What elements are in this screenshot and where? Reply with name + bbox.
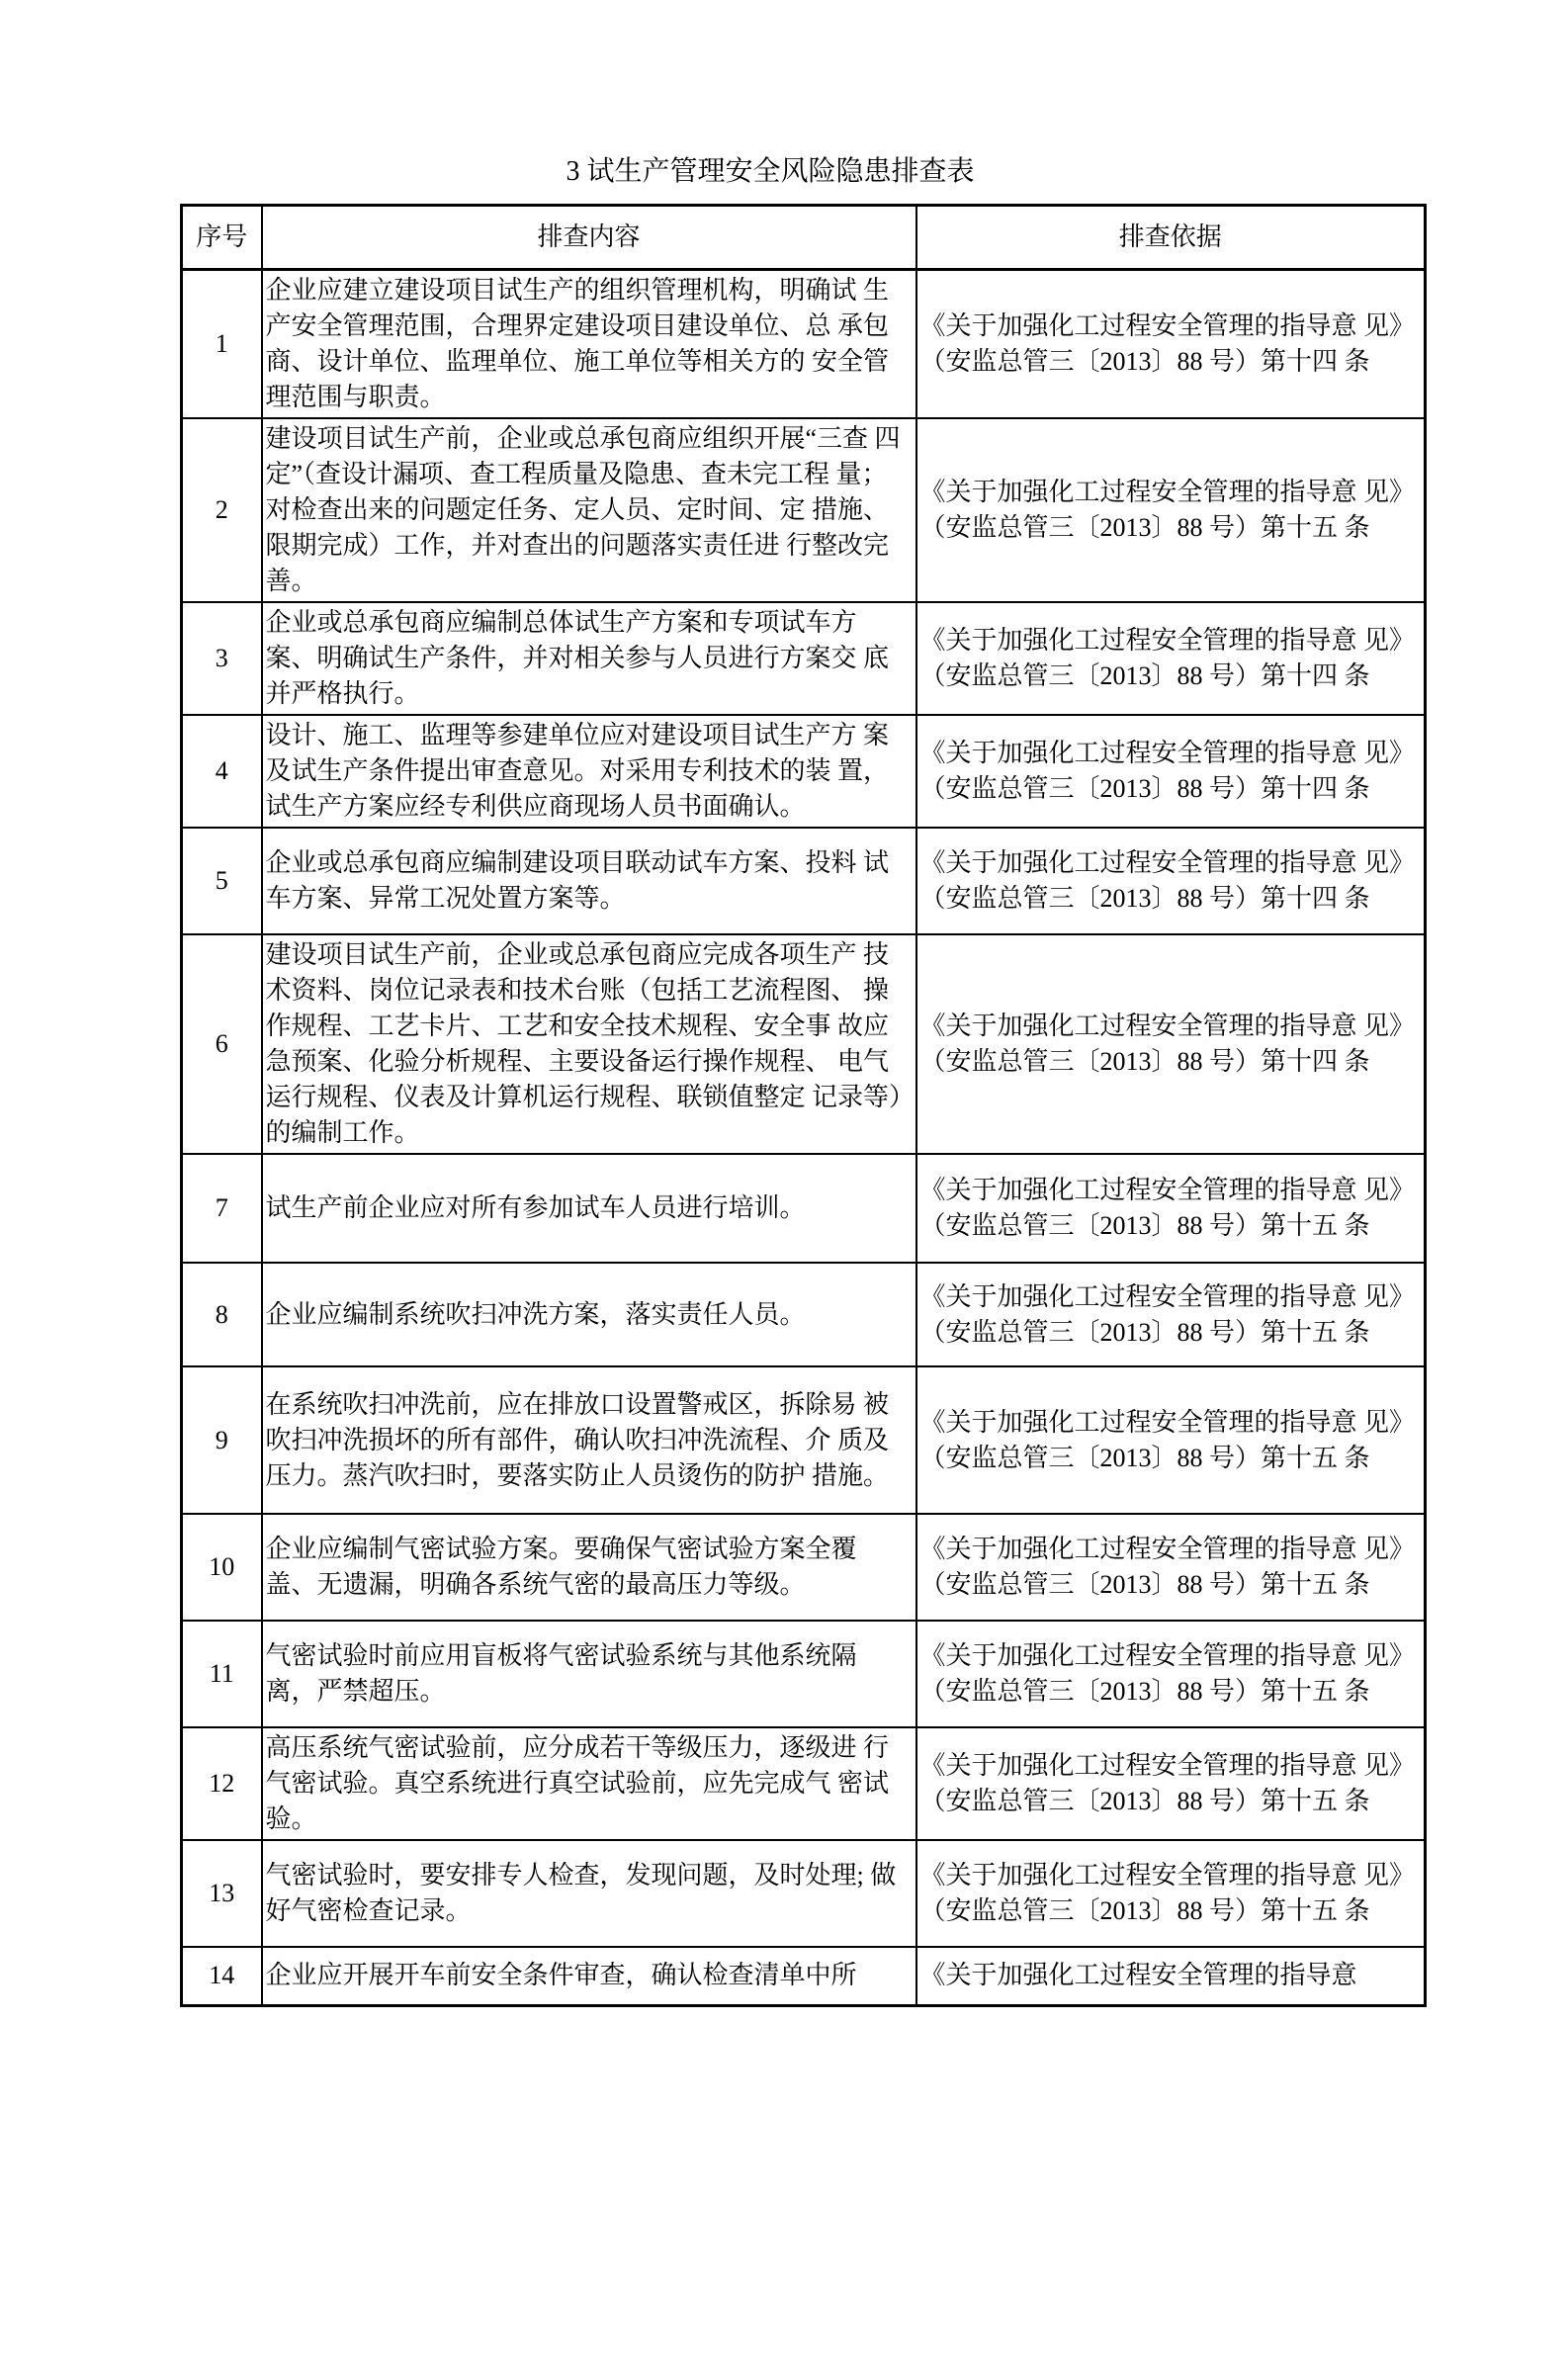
seq-cell: 6: [182, 934, 262, 1154]
content-cell: 企业应编制系统吹扫冲洗方案，落实责任人员。: [262, 1263, 916, 1366]
table-row: [182, 715, 1426, 828]
basis-cell: 《关于加强化工过程安全管理的指导意 见》（安监总管三〔2013〕88 号）第十五 条: [916, 1154, 1426, 1263]
content-cell: 高压系统气密试验前，应分成若干等级压力，逐级进 行气密试验。真空系统进行真空试验前，应先完成气 密试验。: [262, 1727, 916, 1840]
content-cell: 企业应建立建设项目试生产的组织管理机构，明确试 生产安全管理范围，合理界定建设项目建设单位、总 承包商、设计单位、监理单位、施工单位等相关方的 安全管理范围与职责。: [262, 270, 916, 419]
basis-cell: 《关于加强化工过程安全管理的指导意 见》（安监总管三〔2013〕88 号）第十五 条: [916, 1621, 1426, 1727]
table-row: [182, 934, 1426, 1154]
content-cell: 企业或总承包商应编制建设项目联动试车方案、投料 试车方案、异常工况处置方案等。: [262, 828, 916, 934]
content-cell: 企业或总承包商应编制总体试生产方案和专项试车方 案、明确试生产条件，并对相关参与人员进行方案交 底并严格执行。: [262, 602, 916, 715]
basis-cell: 《关于加强化工过程安全管理的指导意 见》（安监总管三〔2013〕88 号）第十四 条: [916, 828, 1426, 934]
seq-cell: 2: [182, 418, 262, 602]
column-header-basis: 排查依据: [916, 206, 1426, 270]
basis-cell: 《关于加强化工过程安全管理的指导意 见》（安监总管三〔2013〕88 号）第十四 条: [916, 715, 1426, 828]
table-row: [182, 1840, 1426, 1947]
seq-cell: 12: [182, 1727, 262, 1840]
content-cell: 建设项目试生产前，企业或总承包商应组织开展“三查 四定”（查设计漏项、查工程质量及隐患、查未完工程 量；对检查出来的问题定任务、定人员、定时间、定 措施、限期完成）工作，并对查出的问题落实责任进 行整改完善。: [262, 418, 916, 602]
header-row: [182, 206, 1426, 270]
seq-cell: 3: [182, 602, 262, 715]
basis-cell: 《关于加强化工过程安全管理的指导意 见》（安监总管三〔2013〕88 号）第十五 条: [916, 418, 1426, 602]
content-cell: 设计、施工、监理等参建单位应对建设项目试生产方 案及试生产条件提出审查意见。对采用专利技术的装 置，试生产方案应经专利供应商现场人员书面确认。: [262, 715, 916, 828]
content-cell: 企业应编制气密试验方案。要确保气密试验方案全覆 盖、无遗漏，明确各系统气密的最高压力等级。: [262, 1514, 916, 1621]
basis-cell: 《关于加强化工过程安全管理的指导意 见》（安监总管三〔2013〕88 号）第十四 条: [916, 934, 1426, 1154]
seq-cell: 4: [182, 715, 262, 828]
basis-cell: 《关于加强化工过程安全管理的指导意 见》（安监总管三〔2013〕88 号）第十四 条: [916, 602, 1426, 715]
table-row: [182, 1621, 1426, 1727]
seq-cell: 13: [182, 1840, 262, 1947]
basis-cell: 《关于加强化工过程安全管理的指导意 见》（安监总管三〔2013〕88 号）第十五 条: [916, 1514, 1426, 1621]
content-cell: 气密试验时，要安排专人检查，发现问题，及时处理; 做好气密检查记录。: [262, 1840, 916, 1947]
basis-cell: 《关于加强化工过程安全管理的指导意: [916, 1947, 1426, 2005]
table-row: [182, 828, 1426, 934]
table-row: [182, 270, 1426, 419]
seq-cell: 10: [182, 1514, 262, 1621]
table-row: [182, 1366, 1426, 1514]
seq-cell: 5: [182, 828, 262, 934]
seq-cell: 8: [182, 1263, 262, 1366]
checklist-table: [180, 204, 1427, 2007]
table-row: [182, 1727, 1426, 1840]
seq-cell: 11: [182, 1621, 262, 1727]
table-row: [182, 602, 1426, 715]
content-cell: 气密试验时前应用盲板将气密试验系统与其他系统隔 离，严禁超压。: [262, 1621, 916, 1727]
table-row: [182, 1154, 1426, 1263]
table-row: [182, 418, 1426, 602]
seq-cell: 9: [182, 1366, 262, 1514]
seq-cell: 7: [182, 1154, 262, 1263]
basis-cell: 《关于加强化工过程安全管理的指导意 见》（安监总管三〔2013〕88 号）第十五 条: [916, 1840, 1426, 1947]
column-header-seq: 序号: [182, 206, 262, 270]
seq-cell: 1: [182, 270, 262, 419]
basis-cell: 《关于加强化工过程安全管理的指导意 见》（安监总管三〔2013〕88 号）第十五 条: [916, 1366, 1426, 1514]
content-cell: 企业应开展开车前安全条件审查，确认检查清单中所: [262, 1947, 916, 2005]
table-row: [182, 1263, 1426, 1366]
page-title: 3 试生产管理安全风险隐患排查表: [566, 156, 975, 187]
column-header-content: 排查内容: [262, 206, 916, 270]
basis-cell: 《关于加强化工过程安全管理的指导意 见》（安监总管三〔2013〕88 号）第十四 条: [916, 270, 1426, 419]
basis-cell: 《关于加强化工过程安全管理的指导意 见》（安监总管三〔2013〕88 号）第十五 条: [916, 1727, 1426, 1840]
table-row: [182, 1947, 1426, 2005]
content-cell: 建设项目试生产前，企业或总承包商应完成各项生产 技术资料、岗位记录表和技术台账（包括工艺流程图、 操作规程、工艺卡片、工艺和安全技术规程、安全事 故应急预案、化验分析规程、主要设备运行操作规程、 电气运行规程、仪表及计算机运行规程、联锁值整定 记录等）的编制工作。: [262, 934, 916, 1154]
content-cell: 试生产前企业应对所有参加试车人员进行培训。: [262, 1154, 916, 1263]
table-row: [182, 1514, 1426, 1621]
seq-cell: 14: [182, 1947, 262, 2005]
basis-cell: 《关于加强化工过程安全管理的指导意 见》（安监总管三〔2013〕88 号）第十五 条: [916, 1263, 1426, 1366]
content-cell: 在系统吹扫冲洗前，应在排放口设置警戒区，拆除易 被吹扫冲洗损坏的所有部件，确认吹扫冲洗流程、介 质及压力。蒸汽吹扫时，要落实防止人员烫伤的防护 措施。: [262, 1366, 916, 1514]
